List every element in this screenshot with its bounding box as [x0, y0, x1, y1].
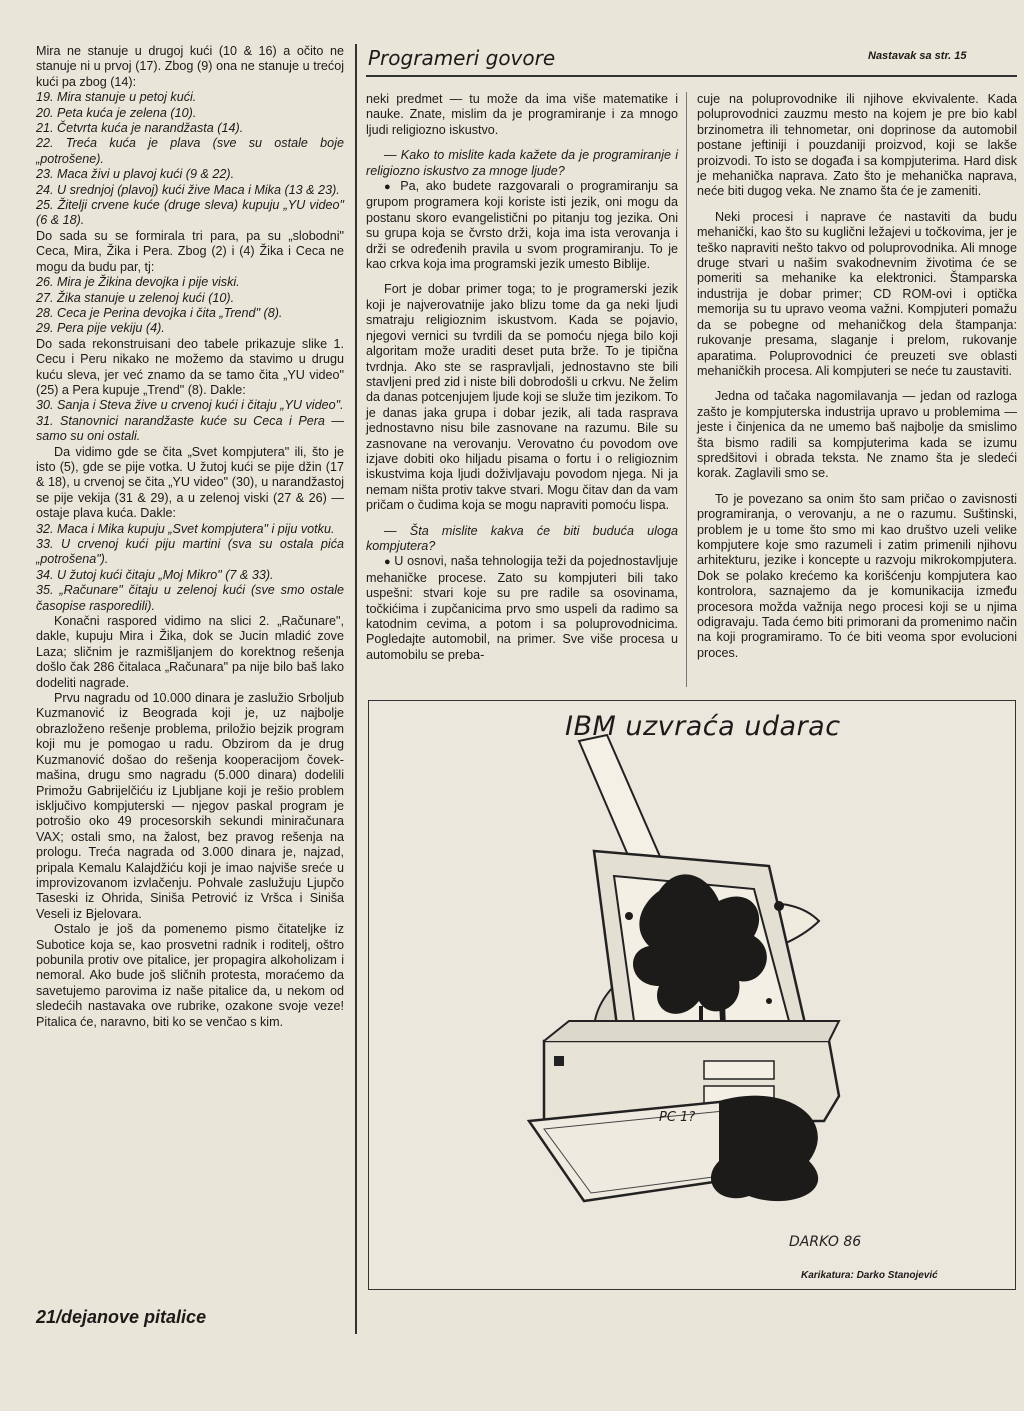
winners-paragraph: Prvu nagradu od 10.000 dinara je zaslužio Srboljub Kuzmanović iz Beograda koji je, uz najbolje obrazloženo rešenje problema, priložio bejzik program koji mu je pomogao u radu. Obzirom da je drug Kuzmanović došao do rešenja kooperacijom čovek-mašina, drugu smo nagradu (5.000 dinara) dodelili Primožu Gabrijelčiću iz Ljubljane koji je rešio problem isključivo kompjuterski — njegov paskal program je potrošio oko 49 procesorskih sekundi miniračunara VAX; ostali smo, na žalost, bez pravog rešenja na prologu. Treća nagrada od 3.000 dinara je, najzad, pripala Kemalu Kalajdžiću koji je imao najviše sreće u improvizovanom izvlačenju. Pohvale zaslužuju Ljupčo Taseski iz Ohrida, Siniša Petrović iz Vršca i Siniša Veseli iz Bjelovara. — [36, 691, 344, 921]
interview-paragraph: Neki procesi i naprave će nastaviti da budu mehanički, kao što su kuglični ležajevi u točkovima, jer je teško napraviti nešto takvo od poluprovodnika. Ali mnoge druge stvari u našim svakodnevnim životima će se pomeriti sa mehanike ka elektronici. Štamparska industrija je dobar primer; CD ROM-ovi i optička memorija su tu upravo veoma važni. Kompjuteri pomažu da se pobegne od mehaničkog dela štampanja: rukovanje presama, slaganje i prelom, rukovanje aparatima. Poluprovodnici će preuzeti sve oblasti mehaničkih procesa. Ali kompjuteri se neće tu zaustaviti. — [697, 209, 1017, 378]
solution-steps — [36, 90, 344, 229]
solution-step: 32. Maca i Mika kupuju „Svet kompjutera" i piju votku. — [36, 521, 335, 536]
puzzle-paragraph: Do sada su se formirala tri para, pa su „slobodni" Ceca, Mira, Žika i Pera. Zbog (2) i (4) Žika i Ceca ne mogu da budu par, tj: — [36, 228, 344, 274]
artist-signature: DARKO 86 — [789, 1234, 862, 1250]
solution-step: 22. Treća kuća je plava (sve su ostale boje „potrošene). — [36, 136, 344, 166]
solution-step: 21. Četvrta kuća je narandžasta (14). — [36, 121, 244, 136]
solution-steps — [36, 398, 344, 444]
solution-step: 35. „Računare" čitaju u zelenoj kući (sve smo ostale časopise rasporedili). — [36, 583, 344, 613]
middle-column — [366, 92, 678, 663]
solution-step: 34. U žutoj kući čitaju „Moj Mikro" (7 & 33). — [36, 567, 274, 582]
interview-paragraph: neki predmet — tu može da ima više matematike i nauke. Znate, mislim da je programiranje i za mnogo ljudi religiozno iskustvo. — [366, 92, 678, 137]
solution-step: 24. U srednjoj (plavoj) kući žive Maca i Mika (13 & 23). — [36, 182, 340, 197]
column-divider — [686, 92, 687, 687]
solution-step: 27. Žika stanuje u zelenoj kući (10). — [36, 290, 235, 305]
section-signature: 21/dejanove pitalice — [36, 1307, 207, 1327]
interview-question: — Kako to mislite kada kažete da je programiranje i religiozno iskustvo za mnoge ljude? — [366, 148, 678, 178]
bullet-icon: ● — [384, 181, 401, 194]
solution-step: 23. Maca živi u plavoj kući (9 & 22). — [36, 167, 235, 182]
solution-steps — [36, 275, 344, 337]
closing-paragraph: Ostalo je još da pomenemo pismo čitateljke iz Subotice koja se, kao prosvetni radnik i roditelj, oštro pobunila protiv ove pitalice, jer propagira alkoholizam i nemoral. Ako bude još sličnih protesta, moraćemo da savetujemo parovima iz naše pitalice da, u nekom od sledećih nastavaka ove rubrike, ozakone svoje veze! Pitalica će, naravno, biti ko se venčao s kim. — [36, 922, 344, 1029]
solution-step: 26. Mira je Žikina devojka i pije viski. — [36, 275, 240, 290]
right-column — [697, 92, 1017, 661]
solution-step: 30. Sanja i Steva žive u crvenoj kući i čitaju „YU video". — [36, 398, 344, 413]
solution-step: 25. Žitelji crvene kuće (druge sleva) kupuju „YU video" (6 & 18). — [36, 198, 344, 228]
solution-step: 20. Peta kuća je zelena (10). — [36, 105, 197, 120]
column-divider — [355, 44, 357, 1334]
keyboard-label: PC 1? — [659, 1110, 696, 1125]
interview-answer: ● U osnovi, naša tehnologija teži da pojednostavljuje mehaničke procese. Zato su kompjuteri bili tako uspešni: stvari koje su pre radile sa osovinama, točkićima i zupčanicima prvo smo uspeli da radimo sa katodnim cevima, a potom i sa poluprovodnicima. Pogledajte automobil, na primer. Sve više procesa u automobilu se preba- — [366, 554, 679, 662]
cartoon-title: IBM uzvraća udarac — [565, 711, 841, 742]
results-paragraph: Konačni raspored vidimo na slici 2. „Računare", dakle, kupuju Mira i Žika, dok se Jucin mladić zove Laza; sličnim je razmišljanjem do korektnog rešenja došlo čak 286 čitalaca „Računara" pa nije bilo baš lako dodeliti nagrade. — [36, 614, 344, 690]
continued-from-note: Nastavak sa str. 15 — [868, 50, 967, 62]
solution-step: 33. U crvenoj kući piju martini (sva su ostala pića „potrošena"). — [36, 537, 344, 567]
bullet-icon: ● — [384, 556, 395, 569]
solution-step: 29. Pera pije vekiju (4). — [36, 321, 165, 336]
interview-paragraph: Jedna od tačaka nagomilavanja — jedan od razloga zašto je kompjuterska industrija upravo u problemima — jeste i činjenica da ne umemo baš najbolje da smislimo šta bismo radili sa kompjuterima kada se izumu spredšitovi i obrada teksta. Ne znamo šta je sledeći korak. Zaglavili smo se. — [697, 389, 1017, 481]
puzzle-paragraph: Do sada rekonstruisani deo tabele prikazuje slike 1. Cecu i Peru nikako ne možemo da stavimo u drugu kuću sleva, jer već znamo da se tamo čita „YU video" (25) a Pera kupuje „Trend" (8). Dakle: — [36, 336, 344, 397]
cartoon-box — [368, 700, 1016, 1290]
interview-question: — Šta mislite kakva će biti buduća uloga kompjutera? — [366, 523, 678, 553]
cartoon-illustration — [369, 701, 1015, 1289]
article-title: Programeri govore — [368, 46, 556, 70]
solution-step: 28. Ceca je Perina devojka i čita „Trend" (8). — [36, 305, 283, 320]
interview-answer: ● Pa, ako budete razgovarali o programiranju sa grupom programera koji koriste isti jezik, oni mogu da postanu skoro evangelistični po pitanju tog jezika. Oni su grupa koja se čvrsto drži, koja ima ista verovanja i drži se određenih pravila u svom programiranju. To je kao crkva koja ima programski jezik umesto Biblije. — [366, 179, 678, 272]
left-column — [36, 44, 344, 1030]
solution-step: 19. Mira stanuje u petoj kući. — [36, 90, 197, 105]
puzzle-paragraph: Mira ne stanuje u drugoj kući (10 & 16) a očito ne stanuje ni u prvoj (17). Zbog (9) ona ne stanuje u trećoj kući pa zbog (14): — [36, 44, 344, 89]
puzzle-paragraph: Da vidimo gde se čita „Svet kompjutera" ili, što je isto (5), gde se pije votka. U žutoj kući se pije džin (17 & 18), u crvenoj se čita „YU video" (30), u narandžastoj se pije vekija (31 & 29), a u zelenoj viski (27 & 26) — ostaje plava kuća. Dakle: — [36, 444, 344, 521]
cartoon-credit: Karikatura: Darko Stanojević — [801, 1270, 938, 1281]
interview-paragraph: To je povezano sa onim što sam pričao o zavisnosti programiranja, o verovanju, a ne o razumu. Suštinski, problem je u tome što smo mi kao društvo uzeli velike kompjutere koje smo razumeli i zatim primenili njihovu arhitekturu, jezike i koncepte u razvoju mikrokompjutera. Dok se polako krećemo ka korišćenju kompjutera kao kontrolora, saznajemo da je komunikacija između procesora možda važnija nego procesi koji se u njima odigravaju. Tada ćemo biti primorani da promenimo način na koji programiramo. To će biti veoma spor evolucioni proces. — [697, 491, 1017, 660]
interview-paragraph: Fort je dobar primer toga; to je programerski jezik koji je najverovatnije jako blizu tome da ga neki ljudi smatraju religioznim iskustvom. Kada se pojavio, njegovi vernici su tvrdili da se pomoću njega bilo koji algoritam može uraditi deset puta brže. To je tipična tvrdnja. Ako ste se raspravljali, jednostavno ste bili stavljeni pred zid i niste bili dobrodošli u crkvu. Ne želim da danas potcenjujem ljude koji se služe tim jezikom. To je danas jaka grupa i dobar jezik, ali tada rasprava jednostavno nisu bile zasnovane na razumu. Bile su zasnovane na verovanju. Verovatno ću povodom ove izjave dobiti oko hiljadu pisama o fortu i o religioznim iskustvima koja ljudi doživljavaju povodom njega. Ni ja nemam ništa protiv takve stvari. Mogu čitav dan da vam pričam o čudima koja se mogu napraviti pomoću lispa. — [366, 282, 678, 513]
solution-steps — [36, 522, 344, 614]
interview-paragraph: cuje na poluprovodnike ili njihove ekvivalente. Kada poluprovodnici zauzmu mesto na kojem je pre bio kabl brzinometra ili tehnometar, oni doprinose da automobil postane jeftiniji i pouzdaniji proizvod, koji se lakše proizvodi. To isto se događa i sa kompjuterima. Hard disk je mehanička naprava. Zato što je mehanička naprava, neće biti dugog veka. Ne znamo šta će je zameniti. — [697, 92, 1017, 199]
solution-step: 31. Stanovnici narandžaste kuće su Ceca i Pera — samo su oni ostali. — [36, 413, 344, 444]
header-rule — [366, 75, 1017, 77]
